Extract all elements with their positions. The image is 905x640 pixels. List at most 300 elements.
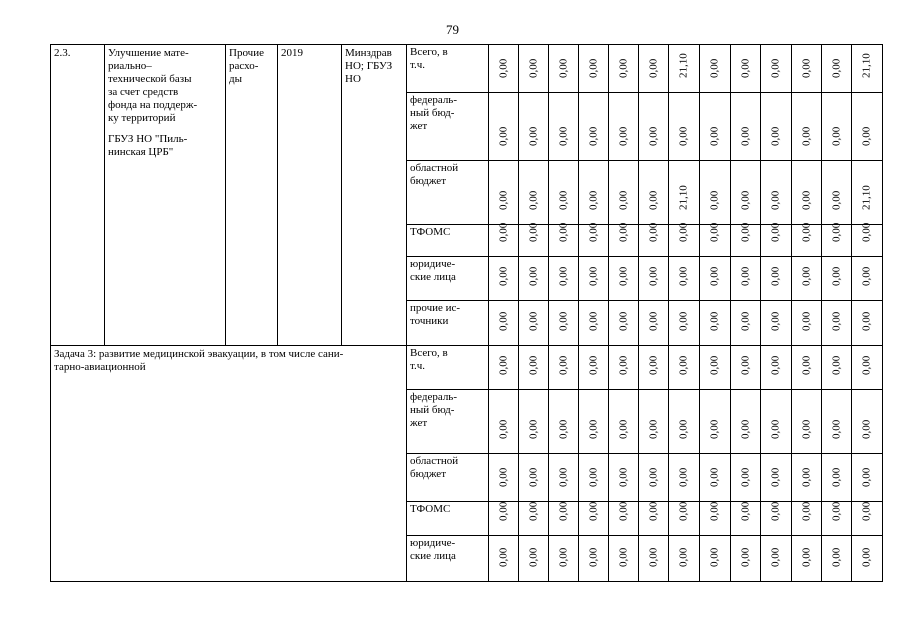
value-cell [519,390,549,454]
value-text: 0,00 [617,58,629,78]
value-text: 0,00 [647,501,659,521]
funding-source [407,93,489,161]
value-cell [609,161,639,225]
value-cell [852,454,883,502]
value-cell [731,257,761,301]
value-cell [700,257,731,301]
value-cell [489,346,519,390]
value-text: 0,00 [497,467,509,487]
value-text: 0,00 [497,58,509,78]
funding-source [407,390,489,454]
value-text: 0,00 [800,58,812,78]
measure-name-text: Улучшение мате- риально– технической базы за счет средств фонда на поддерж- ку территорий [108,47,198,124]
value-text: 0,00 [527,547,539,567]
value-cell [822,390,852,454]
value-text: 0,00 [677,467,690,487]
value-text: 0,00 [860,126,873,146]
value-cell [669,222,700,257]
value-text: 0,00 [769,190,782,210]
value-cell [700,390,731,454]
value-text: 0,00 [557,190,569,210]
value-text: 0,00 [677,501,690,521]
value-cell [852,93,883,161]
value-text: 0,00 [527,58,539,78]
value-text: 0,00 [497,266,509,286]
value-text: 0,00 [860,355,873,375]
value-cell [609,536,639,582]
value-text: 21,10 [677,53,690,78]
measure-year-text: 2019 [281,47,303,59]
value-text: 0,00 [497,311,509,331]
value-text: 0,00 [587,266,599,286]
measure-expense-type-text: Прочие расхо- ды [229,47,264,85]
value-text: 0,00 [708,419,721,439]
value-cell [489,93,519,161]
value-text: 0,00 [557,126,569,146]
funding-source [407,346,489,390]
value-cell [489,161,519,225]
value-cell [669,346,700,390]
value-text: 0,00 [647,190,659,210]
value-cell [579,161,609,225]
value-cell [489,45,519,93]
value-text: 0,00 [860,266,873,286]
value-cell [792,502,822,536]
value-text: 0,00 [830,190,842,210]
value-text: 0,00 [557,467,569,487]
value-cell [761,161,792,225]
value-text: 0,00 [739,190,751,210]
value-cell [639,257,669,301]
value-text: 0,00 [830,126,842,146]
value-cell [761,93,792,161]
value-cell [822,257,852,301]
value-text: 0,00 [769,355,782,375]
value-cell [609,301,639,346]
value-cell [579,222,609,257]
value-cell [639,502,669,536]
funding-source-label: федераль- ный бюд- жет [410,391,457,429]
value-text: 0,00 [830,467,842,487]
value-cell [519,222,549,257]
value-cell [549,301,579,346]
value-text: 0,00 [617,501,629,521]
value-cell [792,222,822,257]
value-text: 0,00 [527,126,539,146]
value-cell [639,45,669,93]
value-text: 0,00 [557,58,569,78]
value-cell [519,536,549,582]
measure-code [51,45,105,346]
value-text: 0,00 [800,126,812,146]
value-text: 0,00 [647,311,659,331]
value-cell [761,45,792,93]
value-cell [792,454,822,502]
value-text: 0,00 [587,58,599,78]
value-cell [700,45,731,93]
value-cell [669,45,700,93]
funding-source [407,301,489,346]
value-cell [852,161,883,225]
value-text: 0,00 [497,547,509,567]
value-text: 0,00 [527,467,539,487]
value-cell [731,502,761,536]
value-text: 0,00 [830,419,842,439]
value-text: 0,00 [647,467,659,487]
value-cell [792,536,822,582]
value-text: 0,00 [527,311,539,331]
value-text: 0,00 [587,355,599,375]
value-cell [731,301,761,346]
value-cell [792,45,822,93]
measure-year [278,45,342,346]
value-text: 0,00 [769,58,782,78]
value-cell [731,45,761,93]
value-text: 0,00 [800,467,812,487]
value-cell [700,222,731,257]
value-cell [700,161,731,225]
value-text: 0,00 [617,266,629,286]
measure-executor [342,45,407,346]
value-cell [852,257,883,301]
value-cell [519,454,549,502]
value-text: 0,00 [617,126,629,146]
funding-source [407,454,489,502]
funding-source [407,502,489,536]
funding-source [407,225,489,257]
value-text: 0,00 [708,501,721,521]
value-cell [579,45,609,93]
value-text: 0,00 [860,311,873,331]
value-cell [792,301,822,346]
value-cell [669,454,700,502]
value-cell [731,454,761,502]
value-text: 0,00 [587,501,599,521]
value-cell [639,536,669,582]
measure-executor-text: Минздрав НО; ГБУЗ НО [345,47,393,85]
value-text: 0,00 [617,419,629,439]
table-row [51,45,883,93]
value-cell [639,161,669,225]
value-text: 0,00 [617,190,629,210]
value-text: 21,10 [860,53,873,78]
value-cell [761,346,792,390]
value-text: 0,00 [617,311,629,331]
value-text: 0,00 [830,58,842,78]
value-text: 0,00 [527,355,539,375]
value-cell [822,454,852,502]
value-text: 0,00 [677,419,690,439]
value-cell [519,93,549,161]
value-cell [579,390,609,454]
value-text: 0,00 [557,547,569,567]
value-cell [669,390,700,454]
value-cell [609,502,639,536]
value-text: 0,00 [647,222,659,242]
value-cell [489,502,519,536]
value-cell [489,301,519,346]
value-cell [792,257,822,301]
value-text: 0,00 [830,311,842,331]
value-text: 0,00 [708,126,721,146]
value-cell [549,45,579,93]
value-text: 0,00 [739,547,751,567]
value-text: 0,00 [769,501,782,521]
value-cell [519,257,549,301]
value-text: 0,00 [860,467,873,487]
value-cell [609,45,639,93]
value-text: 0,00 [860,419,873,439]
value-text: 0,00 [739,467,751,487]
value-text: 0,00 [587,222,599,242]
value-cell [822,536,852,582]
value-cell [731,390,761,454]
value-cell [669,161,700,225]
funding-source-label: Всего, в т.ч. [410,347,448,372]
value-cell [700,536,731,582]
value-text: 0,00 [739,501,751,521]
value-cell [761,502,792,536]
value-text: 0,00 [739,311,751,331]
funding-source-label: ТФОМС [410,503,451,515]
value-cell [549,257,579,301]
value-text: 0,00 [557,266,569,286]
value-text: 0,00 [677,222,690,242]
value-cell [519,161,549,225]
funding-source-label: Всего, в т.ч. [410,46,448,71]
budget-table [50,44,883,582]
value-text: 0,00 [830,547,842,567]
value-text: 0,00 [739,266,751,286]
value-cell [489,390,519,454]
value-text: 0,00 [708,266,721,286]
measure-org-text: ГБУЗ НО "Пиль- нинская ЦРБ" [108,133,188,158]
value-cell [700,502,731,536]
value-cell [669,536,700,582]
value-cell [519,301,549,346]
value-text: 0,00 [708,547,721,567]
value-text: 0,00 [587,419,599,439]
value-text: 0,00 [830,266,842,286]
value-cell [792,346,822,390]
value-text: 0,00 [557,419,569,439]
value-text: 0,00 [587,190,599,210]
funding-source [407,161,489,225]
value-cell [549,93,579,161]
value-cell [669,301,700,346]
value-cell [852,346,883,390]
value-cell [639,454,669,502]
measure-name [105,45,226,346]
value-cell [639,346,669,390]
value-cell [489,454,519,502]
value-text: 0,00 [800,547,812,567]
value-cell [609,346,639,390]
value-cell [579,93,609,161]
value-text: 0,00 [557,311,569,331]
table-row [51,346,883,390]
funding-source-label: прочие ис- точники [410,302,461,327]
value-cell [579,502,609,536]
value-text: 0,00 [708,58,721,78]
value-text: 0,00 [860,501,873,521]
value-cell [761,301,792,346]
value-text: 0,00 [557,222,569,242]
value-cell [519,45,549,93]
value-text: 0,00 [647,355,659,375]
value-cell [731,536,761,582]
value-text: 0,00 [739,355,751,375]
value-cell [609,454,639,502]
value-text: 0,00 [677,355,690,375]
value-text: 0,00 [830,222,842,242]
value-text: 0,00 [527,190,539,210]
value-cell [822,301,852,346]
value-cell [700,93,731,161]
value-cell [639,222,669,257]
value-cell [609,257,639,301]
value-cell [549,454,579,502]
task-title [51,346,407,582]
value-text: 0,00 [527,501,539,521]
funding-source-label: областной бюджет [410,162,459,187]
value-text: 0,00 [587,547,599,567]
value-text: 0,00 [769,467,782,487]
value-cell [731,346,761,390]
value-text: 0,00 [647,547,659,567]
measure-code-text: 2.3. [54,47,71,59]
value-text: 0,00 [677,266,690,286]
funding-source [407,45,489,93]
value-cell [549,346,579,390]
value-cell [700,454,731,502]
value-text: 0,00 [739,126,751,146]
value-text: 0,00 [617,355,629,375]
value-cell [700,301,731,346]
funding-source-label: федераль- ный бюд- жет [410,94,457,132]
value-text: 0,00 [800,355,812,375]
value-cell [549,502,579,536]
value-cell [822,161,852,225]
value-cell [852,502,883,536]
value-text: 0,00 [677,311,690,331]
value-cell [639,390,669,454]
value-cell [792,93,822,161]
value-text: 0,00 [647,419,659,439]
value-text: 0,00 [617,547,629,567]
value-cell [700,346,731,390]
value-text: 0,00 [800,311,812,331]
value-cell [792,390,822,454]
value-text: 0,00 [800,190,812,210]
value-text: 0,00 [587,311,599,331]
value-text: 0,00 [497,419,509,439]
value-text: 0,00 [647,266,659,286]
value-cell [761,536,792,582]
value-cell [852,301,883,346]
value-text: 0,00 [860,222,873,242]
value-cell [731,93,761,161]
value-cell [489,257,519,301]
value-text: 0,00 [708,222,721,242]
value-cell [549,222,579,257]
value-text: 0,00 [497,501,509,521]
value-text: 21,10 [860,185,873,210]
value-text: 0,00 [800,266,812,286]
value-text: 0,00 [587,467,599,487]
value-cell [579,257,609,301]
value-text: 0,00 [557,355,569,375]
value-text: 21,10 [677,185,690,210]
value-cell [489,222,519,257]
value-cell [852,45,883,93]
value-text: 0,00 [769,266,782,286]
value-text: 0,00 [557,501,569,521]
value-cell [549,536,579,582]
value-text: 0,00 [497,355,509,375]
value-text: 0,00 [800,222,812,242]
value-cell [549,161,579,225]
value-text: 0,00 [708,190,721,210]
value-text: 0,00 [860,547,873,567]
value-text: 0,00 [647,126,659,146]
value-text: 0,00 [587,126,599,146]
value-text: 0,00 [617,222,629,242]
value-cell [822,346,852,390]
value-cell [519,346,549,390]
value-text: 0,00 [708,311,721,331]
value-text: 0,00 [830,355,842,375]
value-text: 0,00 [769,311,782,331]
value-cell [852,536,883,582]
value-text: 0,00 [497,126,509,146]
task-title-text: Задача 3: развитие медицинской эвакуации, в том числе сани- тарно-авиационной [54,348,344,373]
value-text: 0,00 [647,58,659,78]
value-text: 0,00 [527,266,539,286]
measure-expense-type [226,45,278,346]
value-text: 0,00 [739,419,751,439]
value-text: 0,00 [800,419,812,439]
value-text: 0,00 [739,58,751,78]
value-text: 0,00 [617,467,629,487]
value-cell [669,257,700,301]
value-text: 0,00 [708,355,721,375]
value-cell [639,301,669,346]
value-cell [609,93,639,161]
value-cell [609,222,639,257]
value-text: 0,00 [800,501,812,521]
value-cell [669,502,700,536]
value-cell [579,346,609,390]
value-text: 0,00 [830,501,842,521]
value-cell [669,93,700,161]
value-cell [822,222,852,257]
value-text: 0,00 [769,126,782,146]
value-cell [761,454,792,502]
value-cell [852,390,883,454]
value-cell [579,301,609,346]
value-cell [822,45,852,93]
value-cell [609,390,639,454]
value-cell [579,536,609,582]
value-text: 0,00 [497,190,509,210]
page-number: 79 [446,22,459,37]
value-text: 0,00 [677,547,690,567]
value-cell [822,502,852,536]
value-text: 0,00 [769,547,782,567]
value-cell [549,390,579,454]
value-cell [489,536,519,582]
